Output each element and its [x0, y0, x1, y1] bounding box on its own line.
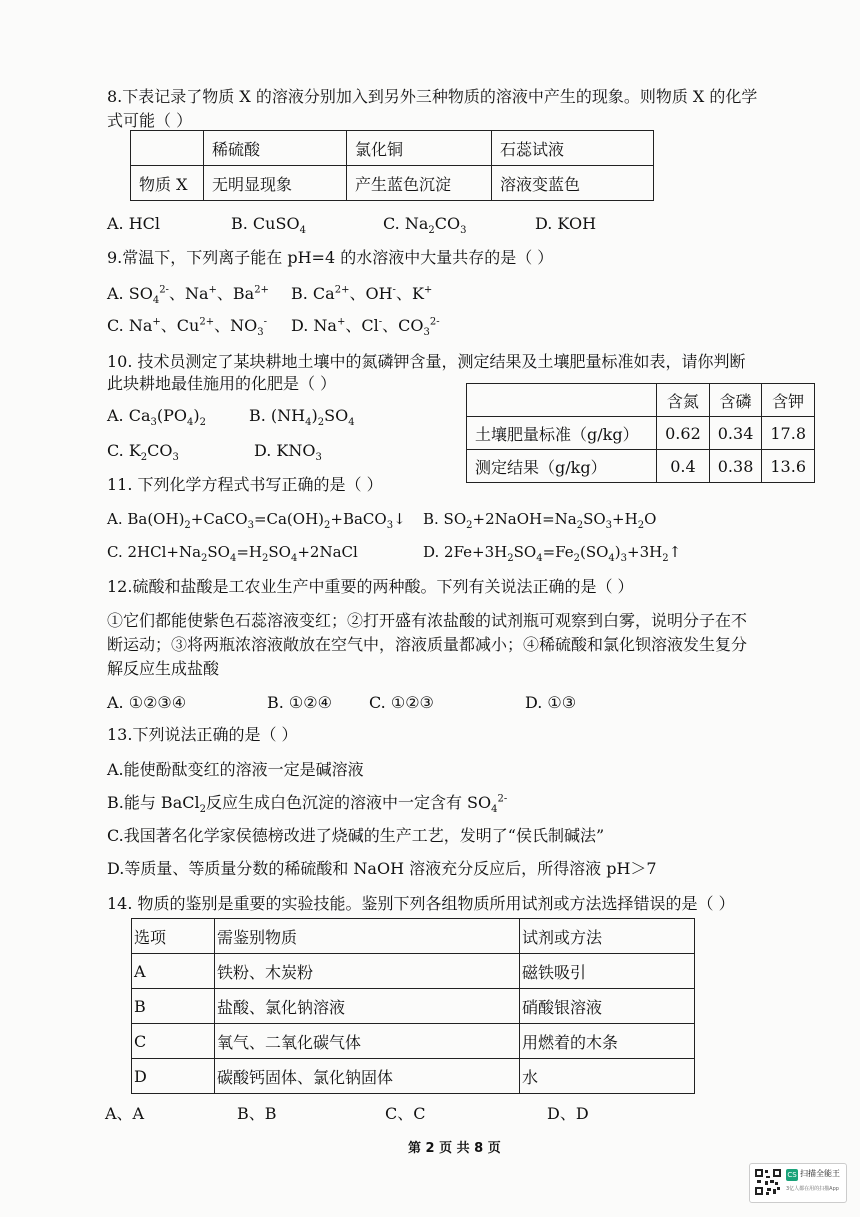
q8-option-c: C. $Na_2CO_3$ — [383, 214, 467, 237]
table-row — [132, 919, 695, 954]
table-cell: 测定结果（g/kg） — [467, 450, 657, 483]
table-cell: 物质 X — [131, 166, 204, 201]
table-cell: 碳酸钙固体、氯化钠固体 — [215, 1059, 520, 1094]
q9-option-b: B. $Ca^{2+}$、OH-、K+ — [291, 284, 433, 303]
q10-option-a: A. $Ca_3(PO_4)_2$ — [107, 406, 207, 429]
q10-option-d: D. $KNO_3$ — [254, 441, 322, 464]
table-cell: 0.4 — [657, 450, 710, 483]
q11-option-c: C. $2HCl+Na_2SO_4=H_2SO_4+2NaCl$ — [107, 543, 358, 564]
q14-stem: 14. 物质的鉴别是重要的实验技能。鉴别下列各组物质所用试剂或方法选择错误的是（ ） — [107, 894, 735, 913]
q8-stem-line1: 8.下表记录了物质 X 的溶液分别加入到另外三种物质的溶液中产生的现象。则物质 X 的化学 — [107, 87, 758, 106]
table-cell: 水 — [520, 1059, 695, 1094]
table-cell — [467, 384, 657, 417]
table-row — [132, 954, 695, 989]
q11-option-d: D. $2Fe+3H_2SO_4=Fe_2(SO_4)_3+3H_2↑$ — [423, 543, 682, 564]
q9-option-c: C. Na+、$Cu^{2+}$、$NO_3^-$ — [107, 316, 267, 339]
q9-stem: 9.常温下，下列离子能在 pH=4 的水溶液中大量共存的是（ ） — [107, 248, 554, 267]
table-cell: 含钾 — [762, 384, 815, 417]
table-row — [132, 989, 695, 1024]
q9-option-d: D. Na+、Cl-、$CO_3^{2-}$ — [291, 316, 440, 339]
table-cell: 铁粉、木炭粉 — [215, 954, 520, 989]
q10-option-c: C. $K_2CO_3$ — [107, 441, 179, 464]
table-cell: A — [132, 954, 215, 989]
table-row — [131, 131, 654, 166]
q14-option-c: C、C — [385, 1104, 426, 1123]
page-number: 第 2 页 共 8 页 — [408, 1141, 501, 1156]
scanner-watermark — [749, 1163, 847, 1203]
q8-option-b: B. CuSO$_4$ — [231, 214, 306, 237]
table-cell: 0.62 — [657, 417, 710, 450]
q13-option-c: C.我国著名化学家侯德榜改进了烧碱的生产工艺，发明了“侯氏制碱法” — [107, 826, 605, 845]
table-cell: 土壤肥量标准（g/kg） — [467, 417, 657, 450]
table-row — [467, 450, 815, 483]
table-cell: 硝酸银溶液 — [520, 989, 695, 1024]
q12-option-c: C. ①②③ — [369, 693, 434, 712]
table-cell: 溶液变蓝色 — [492, 166, 654, 201]
q11-option-b: B. $SO_2+2NaOH=Na_2SO_3+H_2O$ — [423, 510, 657, 531]
table-cell — [131, 131, 204, 166]
q10-stem-line1: 10. 技术员测定了某块耕地土壤中的氮磷钾含量，测定结果及土壤肥量标准如表，请你判断 — [107, 352, 746, 371]
q8-stem-line2: 式可能（ ） — [107, 111, 193, 130]
q10-table — [466, 383, 815, 483]
q12-option-a: A. ①②③④ — [107, 693, 187, 712]
table-cell: 产生蓝色沉淀 — [347, 166, 492, 201]
table-row — [467, 384, 815, 417]
table-cell: 需鉴别物质 — [215, 919, 520, 954]
q12-body-line3: 解反应生成盐酸 — [107, 659, 220, 678]
q12-option-b: B. ①②④ — [267, 693, 332, 712]
q13-option-a: A.能使酚酞变红的溶液一定是碱溶液 — [107, 760, 364, 779]
table-cell: 含氮 — [657, 384, 710, 417]
table-cell: 氧气、二氧化碳气体 — [215, 1024, 520, 1059]
table-cell: 0.34 — [709, 417, 762, 450]
table-cell: 稀硫酸 — [204, 131, 347, 166]
q11-stem: 11. 下列化学方程式书写正确的是（ ） — [107, 475, 383, 494]
qr-code-icon — [754, 1168, 782, 1196]
q12-option-d: D. ①③ — [525, 693, 577, 712]
q9-option-a: A. $SO_4^{2-}$、Na+、$Ba^{2+}$ — [107, 284, 269, 307]
table-cell: 盐酸、氯化钠溶液 — [215, 989, 520, 1024]
table-cell: B — [132, 989, 215, 1024]
table-cell: 无明显现象 — [204, 166, 347, 201]
table-row — [132, 1024, 695, 1059]
q13-option-b: B.能与 BaCl$_2$反应生成白色沉淀的溶液中一定含有 $SO_4^{2-}$ — [107, 793, 508, 816]
q10-stem-line2: 此块耕地最佳施用的化肥是（ ） — [107, 374, 337, 393]
q12-body-line2: 断运动；③将两瓶浓溶液敞放在空气中，溶液质量都减小；④稀硫酸和氯化钡溶液发生复分 — [107, 635, 748, 654]
camscanner-logo-icon: CS — [787, 1171, 797, 1179]
table-row — [131, 166, 654, 201]
table-cell: C — [132, 1024, 215, 1059]
q13-stem: 13.下列说法正确的是（ ） — [107, 725, 298, 744]
table-cell: 氯化铜 — [347, 131, 492, 166]
table-row — [467, 417, 815, 450]
table-cell: 石蕊试液 — [492, 131, 654, 166]
q12-body-line1: ①它们都能使紫色石蕊溶液变红；②打开盛有浓盐酸的试剂瓶可观察到白雾，说明分子在不 — [107, 611, 748, 630]
q11-option-a: A. $Ba(OH)_2+CaCO_3=Ca(OH)_2+BaCO_3↓$ — [107, 510, 406, 531]
table-cell: 0.38 — [709, 450, 762, 483]
table-cell: 选项 — [132, 919, 215, 954]
table-cell: 试剂或方法 — [520, 919, 695, 954]
table-row — [132, 1059, 695, 1094]
app-name: 扫描全能王 — [800, 1169, 840, 1178]
q13-option-d: D.等质量、等质量分数的稀硫酸和 NaOH 溶液充分反应后，所得溶液 pH＞7 — [107, 859, 657, 878]
table-cell: 用燃着的木条 — [520, 1024, 695, 1059]
table-cell: D — [132, 1059, 215, 1094]
table-cell: 13.6 — [762, 450, 815, 483]
q8-table — [130, 130, 654, 201]
table-cell: 含磷 — [709, 384, 762, 417]
q10-option-b: B. $(NH_4)_2SO_4$ — [249, 406, 355, 429]
q14-option-a: A、A — [105, 1104, 145, 1123]
table-cell: 磁铁吸引 — [520, 954, 695, 989]
app-tagline: 3亿人都在用的扫描App — [786, 1186, 839, 1192]
q14-table — [131, 918, 695, 1094]
q12-stem: 12.硫酸和盐酸是工农业生产中重要的两种酸。下列有关说法正确的是（ ） — [107, 577, 634, 596]
q8-option-a: A. HCl — [107, 214, 161, 233]
table-cell: 17.8 — [762, 417, 815, 450]
q14-option-b: B、B — [237, 1104, 277, 1123]
q14-option-d: D、D — [547, 1104, 589, 1123]
q8-option-d: D. KOH — [535, 214, 597, 233]
